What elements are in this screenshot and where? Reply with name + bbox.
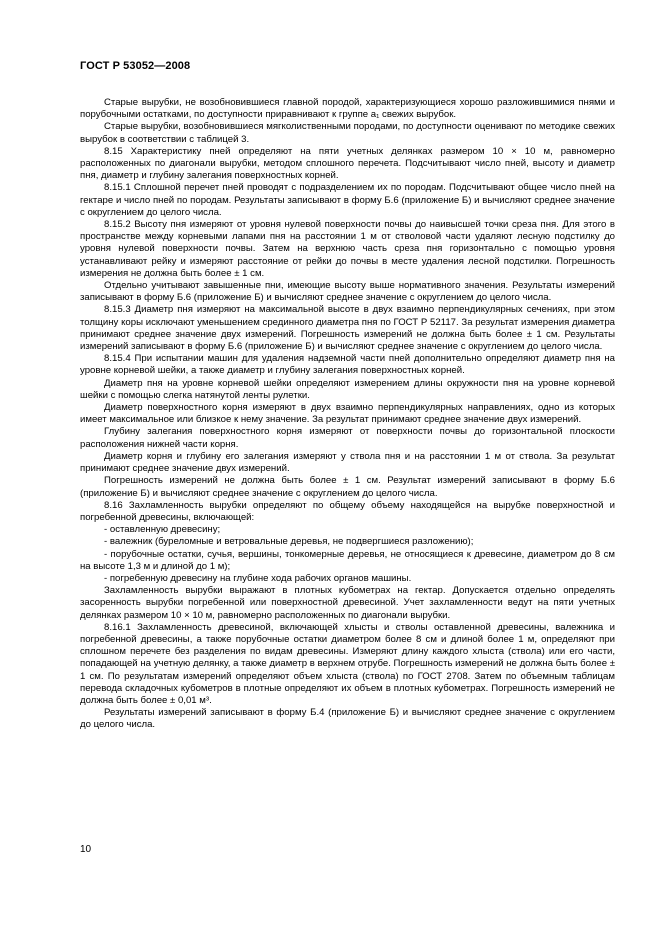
paragraph: 8.15.3 Диаметр пня измеряют на максимальной высоте в двух взаимно перпендикулярных сечениях, при этом толщину коры исключают уменьшением срединного диаметра пня по ГОСТ Р 52117. За результат измерения диаметра принимают среднее значение двух измерений. Погрешность измерений не должна быть более ± 1 см. Результаты измерений записывают в форму Б.6 (приложение Б) и вычисляют среднее значение с округлением до целого числа.	[80, 304, 615, 353]
paragraph: 8.15 Характеристику пней определяют на пяти учетных делянках размером 10 × 10 м, равномерно расположенных по диагонали вырубки, методом сплошного перечета. Подсчитывают число пней, высоту и диаметр пня, диаметр и глубину залегания поверхностных корней.	[80, 145, 615, 182]
list-item: - оставленную древесину;	[104, 524, 221, 536]
paragraph: 8.16.1 Захламленность древесиной, включающей хлысты и стволы оставленной древесины, валежника и погребенной древесины, а также порубочные остатки диаметром более 8 см и длиной более 1 м, определяют при сплошном перечете без разделения по видам древесины. Измеряют длину каждого хлыста (ствола) или его части, попадающей на учетную делянку, а также диаметр в верхнем отрубе. Погрешность измерений не должна быть более ± 1 см. По результатам измерений определяют объем хлыста (ствола) по ГОСТ 2708. Затем по объемным таблицам перевода складочных кубометров в плотные определяют их объем в плотных кубометрах. Погрешность измерений не должна быть более ± 0,01 м³.	[80, 621, 615, 706]
paragraph: Результаты измерений записывают в форму Б.4 (приложение Б) и вычисляют среднее значение с округлением до целого числа.	[80, 707, 615, 731]
list-item: - порубочные остатки, сучья, вершины, тонкомерные деревья, не относящиеся к древесине, диаметром до 8 см на высоте 1,3 м и длиной до 1 м);	[80, 548, 615, 572]
paragraph: 8.15.2 Высоту пня измеряют от уровня нулевой поверхности почвы до наивысшей точки среза пня. Для этого в пространстве между корневыми лапами пня на расстоянии 1 м от стволовой части удаляют лесную подстилку до уровня нулевой поверхности почвы. Затем на верхнюю часть среза пня горизонтально с помощью уровня устанавливают рейку и измеряют расстояние от рейки до почвы в месте удаления лесной подстилки. Погрешность измерения не должна быть более ± 1 см.	[80, 219, 615, 279]
page-number: 10	[80, 844, 92, 855]
paragraph: Захламленность вырубки выражают в плотных кубометрах на гектар. Допускается отдельно определять засоренность вырубки погребенной или поверхностной древесиной. Учет захламленности ведут на пяти учетных делянках размером 10 × 10 м, равномерно расположенных по диагонали вырубки.	[80, 585, 615, 621]
list-item: - валежник (буреломные и ветровальные деревья, не подвергшиеся разложению);	[104, 536, 474, 548]
body-text	[80, 97, 615, 732]
paragraph: Погрешность измерений не должна быть более ± 1 см. Результат измерений записывают в форму Б.6 (приложение Б) и вычисляют среднее значение с округлением до целого числа.	[80, 475, 615, 499]
list-item: - погребенную древесину на глубине хода рабочих органов машины.	[104, 572, 412, 584]
paragraph: Отдельно учитывают завышенные пни, имеющие высоту выше нормативного значения. Результаты измерений записывают в форму Б.6 (приложение Б) и вычисляют среднее значение с округлением до целого числа.	[80, 280, 615, 304]
paragraph: 8.15.1 Сплошной перечет пней проводят с подразделением их по породам. Подсчитывают общее число пней на гектаре и число пней по породам. Результаты записывают в форму Б.6 (приложение Б) и вычисляют среднее значение с округлением до целого числа.	[80, 182, 615, 218]
paragraph: Диаметр корня и глубину его залегания измеряют у ствола пня и на расстоянии 1 м от ствола. За результат принимают среднее значение двух измерений.	[80, 450, 615, 475]
paragraph: Старые вырубки, не возобновившиеся главной породой, характеризующиеся хорошо разложившимися пнями и порубочными остатками, по доступности приравнивают к группе а₁ свежих вырубок.	[80, 97, 615, 121]
paragraph: Диаметр поверхностного корня измеряют в двух взаимно перпендикулярных направлениях, одно из которых имеет максимальное или близкое к нему значение. За результат принимают среднее значение двух измерений.	[80, 402, 615, 426]
paragraph: 8.15.4 При испытании машин для удаления надземной части пней дополнительно определяют диаметр пня на уровне корневой шейки, а также диаметр и глубину залегания поверхностных корней.	[80, 353, 615, 377]
paragraph: Глубину залегания поверхностного корня измеряют от поверхности почвы до горизонтальной плоскости расположения нижней части корня.	[80, 426, 615, 450]
document-header: ГОСТ Р 53052—2008	[80, 60, 191, 72]
paragraph: 8.16 Захламленность вырубки определяют по общему объему находящейся на вырубке поверхностной и погребенной древесины, включающей:	[80, 499, 615, 523]
paragraph: Диаметр пня на уровне корневой шейки определяют измерением длины окружности пня на уровне корневой шейки с помощью слегка натянутой ленты рулетки.	[80, 377, 615, 401]
paragraph: Старые вырубки, возобновившиеся мягколиственными породами, по доступности оценивают по методике свежих вырубок в соответствии с таблицей 3.	[80, 121, 615, 145]
